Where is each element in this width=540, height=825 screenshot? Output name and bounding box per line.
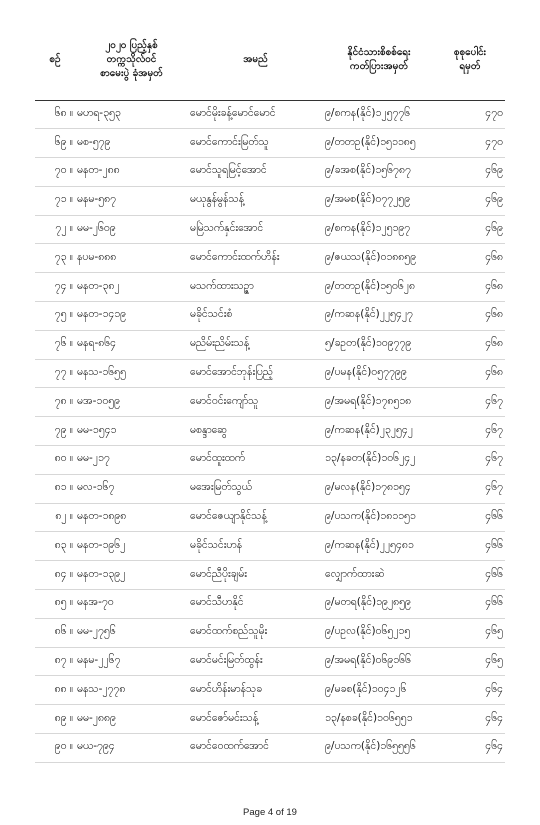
table-body bbox=[35, 100, 505, 762]
total-marks-cell: ၄၆၇ bbox=[435, 417, 505, 446]
name-cell: မောင်ထူးထက် bbox=[188, 446, 323, 475]
total-marks-cell: ၄၆၇ bbox=[435, 388, 505, 417]
nrc-number-cell: ၉/ကဆန(နိုင်)၂၂၅၄၈၁ bbox=[323, 532, 435, 561]
table-header bbox=[35, 20, 505, 100]
table-row bbox=[35, 590, 505, 619]
serial-no-cell: ၇၁ ။ bbox=[35, 186, 75, 215]
nrc-number-cell: ၉/ပမန(နိုင်)၀၅၇၇၉၉ bbox=[323, 359, 435, 388]
nrc-number-cell: ၁၃/နခတ(နိုင်)၁၀၆၂၄၂ bbox=[323, 446, 435, 475]
table-row bbox=[35, 359, 505, 388]
name-cell: မောင်ဇေယျာနိုင်သန့် bbox=[188, 503, 323, 532]
total-marks-cell: ၄၆၆ bbox=[435, 503, 505, 532]
table-row bbox=[35, 503, 505, 532]
total-marks-cell: ၄၆၈ bbox=[435, 359, 505, 388]
table-row bbox=[35, 705, 505, 734]
table-row bbox=[35, 474, 505, 503]
page-number: Page 4 of 19 bbox=[243, 807, 297, 818]
name-cell: မသက်ထားသဥ္ဇာ bbox=[188, 273, 323, 302]
nrc-number-cell: ၉/စကန(နိုင်)၁၂၅၇၇၆ bbox=[323, 100, 435, 129]
roll-number-cell: မလ-၁၆၇ bbox=[75, 474, 188, 503]
name-cell: မမြဲသက်နှင်းအောင် bbox=[188, 215, 323, 244]
total-marks-cell: ၄၆၈ bbox=[435, 244, 505, 273]
table-row bbox=[35, 676, 505, 705]
name-cell: မောင်ညီပိုးချမ်း bbox=[188, 561, 323, 590]
table-row bbox=[35, 129, 505, 158]
roll-number-cell: မနအ-၇၀ bbox=[75, 590, 188, 619]
table-row bbox=[35, 302, 505, 331]
serial-no-cell: ၇၄ ။ bbox=[35, 273, 75, 302]
serial-no-cell: ၇၉ ။ bbox=[35, 417, 75, 446]
total-marks-cell: ၄၆၇ bbox=[435, 474, 505, 503]
total-marks-cell: ၄၆၅ bbox=[435, 618, 505, 647]
header-serial-no: စဉ် bbox=[35, 20, 75, 100]
total-marks-cell: ၄၆၉ bbox=[435, 215, 505, 244]
nrc-number-cell: ၅/ခဥတ(နိုင်)၁၀၉၇၇၉ bbox=[323, 330, 435, 359]
roll-number-cell: မဟရ-၃၅၃ bbox=[75, 100, 188, 129]
name-cell: မောင်မင်းမြတ်ထွန်း bbox=[188, 647, 323, 676]
total-marks-cell: ၄၆၆ bbox=[435, 590, 505, 619]
roll-number-cell: မနတ-၁၃၉၂ bbox=[75, 561, 188, 590]
table-row bbox=[35, 618, 505, 647]
name-cell: မစန္ဒာဆွေ bbox=[188, 417, 323, 446]
roll-number-cell: မနရ-၈၆၄ bbox=[75, 330, 188, 359]
total-marks-cell: ၄၆၄ bbox=[435, 734, 505, 763]
nrc-number-cell: ၉/ကဆန(နိုင်)၂၂၅၄၂၇ bbox=[323, 302, 435, 331]
serial-no-cell: ၈၉ ။ bbox=[35, 705, 75, 734]
name-cell: မခိုင်သင်းဟန် bbox=[188, 532, 323, 561]
name-cell: မောင်ထက်စည်သူမိုး bbox=[188, 618, 323, 647]
serial-no-cell: ၇၆ ။ bbox=[35, 330, 75, 359]
name-cell: မောင်ဝေထက်အောင် bbox=[188, 734, 323, 763]
total-marks-cell: ၄၇၀ bbox=[435, 100, 505, 129]
serial-no-cell: ၇၀ ။ bbox=[35, 158, 75, 187]
table-row bbox=[35, 330, 505, 359]
table-row bbox=[35, 244, 505, 273]
nrc-number-cell: ၉/တတဥ(နိုင်)၁၅၁၁၈၅ bbox=[323, 129, 435, 158]
total-marks-cell: ၄၆၉ bbox=[435, 186, 505, 215]
nrc-number-cell: ၉/ဇယသ(နိုင်)၀၁၈၈၅၉ bbox=[323, 244, 435, 273]
serial-no-cell: ၈၄ ။ bbox=[35, 561, 75, 590]
roll-number-cell: မနတ-၁၉၆၂ bbox=[75, 532, 188, 561]
serial-no-cell: ၆၈ ။ bbox=[35, 100, 75, 129]
roll-number-cell: နပမ-၈၈၈ bbox=[75, 244, 188, 273]
nrc-number-cell: ၉/မခစ(နိုင်)၁၀၄၁၂၆ bbox=[323, 676, 435, 705]
serial-no-cell: ၇၃ ။ bbox=[35, 244, 75, 273]
roll-number-cell: မမ-၂၆၀၉ bbox=[75, 215, 188, 244]
results-table bbox=[35, 20, 505, 763]
table-row bbox=[35, 446, 505, 475]
total-marks-cell: ၄၆၇ bbox=[435, 446, 505, 475]
roll-number-cell: မမ-၂၈၈၉ bbox=[75, 705, 188, 734]
total-marks-cell: ၄၆၆ bbox=[435, 532, 505, 561]
nrc-number-cell: ၉/အမရ(နိုင်)၁၇၈၅၁၈ bbox=[323, 388, 435, 417]
serial-no-cell: ၈၀ ။ bbox=[35, 446, 75, 475]
header-row bbox=[35, 20, 505, 100]
serial-no-cell: ၈၁ ။ bbox=[35, 474, 75, 503]
serial-no-cell: ၇၇ ။ bbox=[35, 359, 75, 388]
total-marks-cell: ၄၆၈ bbox=[435, 302, 505, 331]
serial-no-cell: ၇၈ ။ bbox=[35, 388, 75, 417]
total-marks-cell: ၄၆၉ bbox=[435, 158, 505, 187]
header-nrc-number: နိုင်ငံသားစိစစ်ရေး ကတ်ပြားအမှတ် bbox=[323, 20, 435, 100]
table-row bbox=[35, 158, 505, 187]
name-cell: မောင်ဝင်းကျော်သူ bbox=[188, 388, 323, 417]
nrc-number-cell: ၉/ကဆန(နိုင်)၂၃၂၅၄၂ bbox=[323, 417, 435, 446]
table-row bbox=[35, 215, 505, 244]
serial-no-cell: ၈၆ ။ bbox=[35, 618, 75, 647]
total-marks-cell: ၄၇၀ bbox=[435, 129, 505, 158]
roll-number-cell: မနမ-၅၈၇ bbox=[75, 186, 188, 215]
nrc-number-cell: ၉/မတရ(နိုင်)၁၉၂၈၅၉ bbox=[323, 590, 435, 619]
roll-number-cell: မနတ-၃၈၂ bbox=[75, 273, 188, 302]
name-cell: မောင်သီဟနိုင် bbox=[188, 590, 323, 619]
nrc-number-cell: ၉/ပသက(နိုင်)၁၈၁၁၅၁ bbox=[323, 503, 435, 532]
header-name: အမည် bbox=[188, 20, 323, 100]
roll-number-cell: မနတ-၂၈၈ bbox=[75, 158, 188, 187]
serial-no-cell: ၇၅ ။ bbox=[35, 302, 75, 331]
roll-number-cell: မမ-၂၁၇ bbox=[75, 446, 188, 475]
name-cell: မညိမ်းညိမ်းသန့် bbox=[188, 330, 323, 359]
roll-number-cell: မစ-၅၇၉ bbox=[75, 129, 188, 158]
serial-no-cell: ၈၈ ။ bbox=[35, 676, 75, 705]
total-marks-cell: ၄၆၈ bbox=[435, 330, 505, 359]
name-cell: မခိုင်သင်းစံ bbox=[188, 302, 323, 331]
name-cell: မအေးမြတ်သွယ် bbox=[188, 474, 323, 503]
table-row bbox=[35, 417, 505, 446]
roll-number-cell: မနတ-၁၈၉၈ bbox=[75, 503, 188, 532]
total-marks-cell: ၄၆၄ bbox=[435, 705, 505, 734]
name-cell: မောင်ကောင်းမြတ်သူ bbox=[188, 129, 323, 158]
roll-number-cell: မနမ-၂၂၆၇ bbox=[75, 647, 188, 676]
name-cell: မောင်အောင်ဘုန်းပြည့် bbox=[188, 359, 323, 388]
name-cell: မောင်သူရမြင့်အောင် bbox=[188, 158, 323, 187]
roll-number-cell: မနသ-၂၇၇၈ bbox=[75, 676, 188, 705]
nrc-number-cell: ၉/ပသက(နိုင်)၁၆၅၅၅၆ bbox=[323, 734, 435, 763]
table-row bbox=[35, 388, 505, 417]
table-row bbox=[35, 734, 505, 763]
nrc-number-cell: ၁၃/နစခ(နိုင်)၁၀၆၅၅၁ bbox=[323, 705, 435, 734]
serial-no-cell: ၈၃ ။ bbox=[35, 532, 75, 561]
serial-no-cell: ၇၂ ။ bbox=[35, 215, 75, 244]
name-cell: မောင်ဇော်မင်းသန့် bbox=[188, 705, 323, 734]
name-cell: မယုနွန်မွန်သန့် bbox=[188, 186, 323, 215]
header-total-marks: စုစုပေါင်း ရမှတ် bbox=[435, 20, 505, 100]
total-marks-cell: ၄၆၅ bbox=[435, 647, 505, 676]
nrc-number-cell: ၉/ခအစ(နိုင်)၁၅၆၇၈၇ bbox=[323, 158, 435, 187]
table-row bbox=[35, 561, 505, 590]
table-row bbox=[35, 100, 505, 129]
serial-no-cell: ၈၇ ။ bbox=[35, 647, 75, 676]
total-marks-cell: ၄၆၄ bbox=[435, 676, 505, 705]
nrc-number-cell: ၉/တတဥ(နိုင်)၁၅၀၆၂၈ bbox=[323, 273, 435, 302]
roll-number-cell: မအ-၁၀၅၉ bbox=[75, 388, 188, 417]
nrc-number-cell: ၉/မလန(နိုင်)၁၇၈၁၅၄ bbox=[323, 474, 435, 503]
serial-no-cell: ၈၅ ။ bbox=[35, 590, 75, 619]
header-roll-number: ၂၀၂၀ ပြည့်နှစ် တက္ကသိုလ်ဝင် စာမေးပွဲ ခုံအမှတ် bbox=[75, 20, 188, 100]
name-cell: မောင်မိုးခန့်မောင်မောင် bbox=[188, 100, 323, 129]
nrc-number-cell: ၉/အမရ(နိုင်)၀၆၉၁၆၆ bbox=[323, 647, 435, 676]
table-row bbox=[35, 647, 505, 676]
nrc-number-cell: ၉/စကန(နိုင်)၁၂၅၁၉၇ bbox=[323, 215, 435, 244]
roll-number-cell: မမ-၂၇၅၆ bbox=[75, 618, 188, 647]
table-row bbox=[35, 532, 505, 561]
nrc-number-cell: ၉/ပဥလ(နိုင်)၀၆၅၂၁၅ bbox=[323, 618, 435, 647]
total-marks-cell: ၄၆၈ bbox=[435, 273, 505, 302]
nrc-number-cell: လျှောက်ထားဆဲ bbox=[323, 561, 435, 590]
serial-no-cell: ၈၂ ။ bbox=[35, 503, 75, 532]
name-cell: မောင်ကောင်းထက်ဟိန်း bbox=[188, 244, 323, 273]
serial-no-cell: ၆၉ ။ bbox=[35, 129, 75, 158]
nrc-number-cell: ၉/အမစ(နိုင်)၀၇၇၂၅၉ bbox=[323, 186, 435, 215]
roll-number-cell: မမ-၁၅၄၁ bbox=[75, 417, 188, 446]
table-row bbox=[35, 186, 505, 215]
total-marks-cell: ၄၆၆ bbox=[435, 561, 505, 590]
table-row bbox=[35, 273, 505, 302]
name-cell: မောင်ဟိန်းမာန်သုခ bbox=[188, 676, 323, 705]
roll-number-cell: မနသ-၁၆၅၅ bbox=[75, 359, 188, 388]
roll-number-cell: မယ-၇၉၄ bbox=[75, 734, 188, 763]
serial-no-cell: ၉၀ ။ bbox=[35, 734, 75, 763]
roll-number-cell: မနတ-၁၄၁၉ bbox=[75, 302, 188, 331]
